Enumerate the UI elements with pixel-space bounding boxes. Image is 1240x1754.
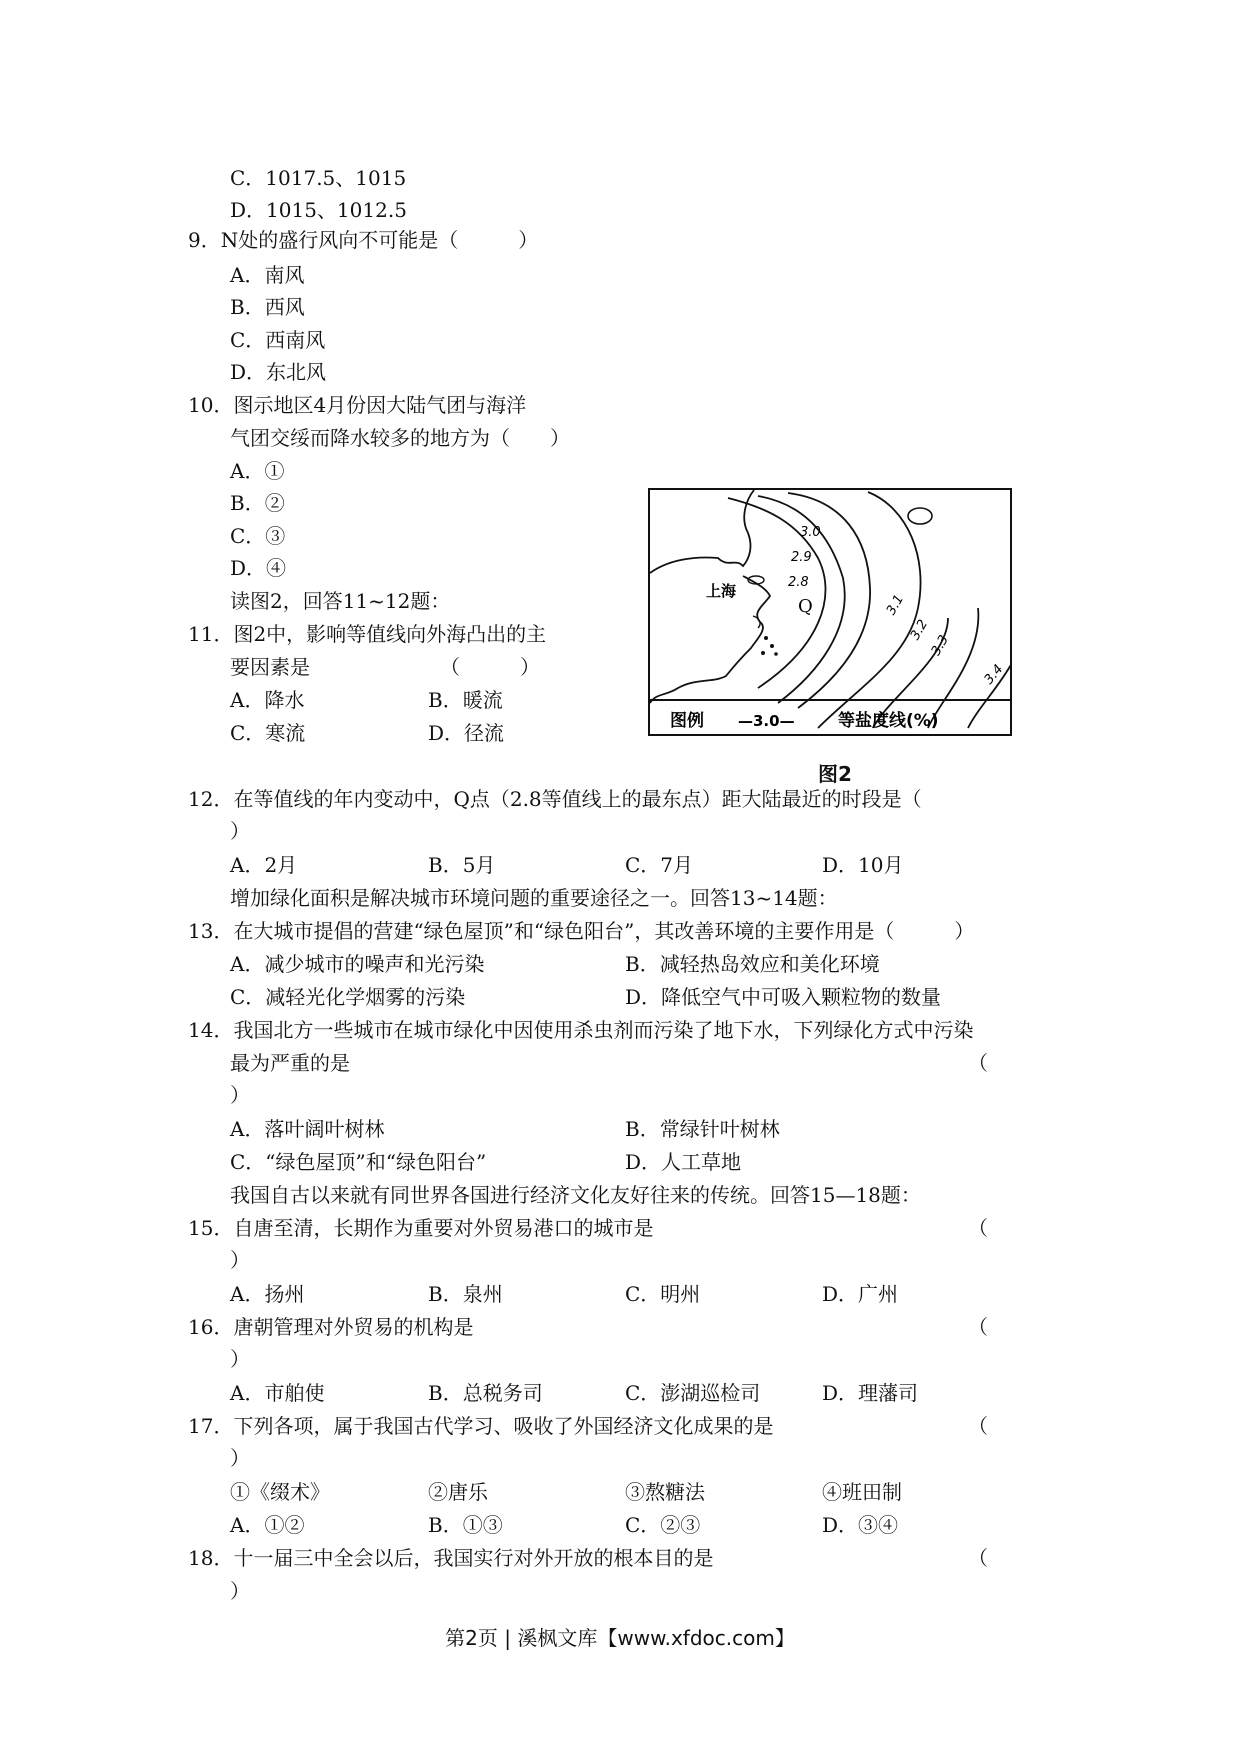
- question-17-paren: （: [968, 1414, 988, 1438]
- item-17-1: ①《缀术》: [230, 1480, 330, 1504]
- question-15-line2: ）: [230, 1248, 250, 1272]
- question-10-line2: 气团交绥而降水较多的地方为（ ）: [230, 426, 570, 450]
- option-12b: B．5月: [428, 853, 496, 877]
- question-15-line1: 15．自唐至清，长期作为重要对外贸易港口的城市是: [188, 1216, 654, 1240]
- option-15d: D．广州: [822, 1282, 899, 1306]
- item-17-2: ②唐乐: [428, 1480, 488, 1504]
- option-8c: C．1017.5、1015: [230, 166, 407, 190]
- island-dot: [764, 636, 768, 640]
- question-11-line1: 11．图2中，影响等值线向外海凸出的主: [188, 622, 547, 646]
- option-9c: C．西南风: [230, 328, 326, 352]
- option-11d: D．径流: [428, 721, 505, 745]
- point-q-label: Q: [798, 596, 813, 617]
- option-17d: D．③④: [822, 1513, 899, 1537]
- option-14c: C．“绿色屋顶”和“绿色阳台”: [230, 1150, 487, 1174]
- question-17-line1: 17．下列各项，属于我国古代学习、吸收了外国经济文化成果的是: [188, 1414, 774, 1438]
- legend-desc: 等盐度线(%): [838, 711, 939, 731]
- option-12d: D．10月: [822, 853, 904, 877]
- isoline-label: 3.2: [907, 617, 932, 643]
- question-11-line2: 要因素是 （ ）: [230, 655, 540, 679]
- question-12-line2: ）: [230, 819, 250, 843]
- question-12-line1: 12．在等值线的年内变动中，Q点（2.8等值线上的最东点）距大陆最近的时段是（: [188, 787, 922, 811]
- item-17-3: ③熬糖法: [625, 1480, 705, 1504]
- question-15-paren: （: [968, 1216, 988, 1240]
- option-15c: C．明州: [625, 1282, 701, 1306]
- isoline-label: 3.0: [800, 525, 821, 540]
- option-13a: A．减少城市的噪声和光污染: [230, 952, 485, 976]
- option-17a: A．①②: [230, 1513, 305, 1537]
- island-dot: [770, 644, 774, 648]
- question-14-paren: （: [968, 1051, 988, 1075]
- option-10c: C．③: [230, 524, 286, 548]
- question-17-line2: ）: [230, 1446, 250, 1470]
- option-13b: B．减轻热岛效应和美化环境: [625, 952, 880, 976]
- item-17-4: ④班田制: [822, 1480, 902, 1504]
- question-18-paren: （: [968, 1546, 988, 1570]
- question-14-line2: 最为严重的是: [230, 1051, 350, 1075]
- question-18-line2: ）: [230, 1579, 250, 1603]
- question-16-line1: 16．唐朝管理对外贸易的机构是: [188, 1315, 474, 1339]
- option-8d: D．1015、1012.5: [230, 198, 407, 222]
- figure-caption: 图2: [818, 762, 852, 786]
- island-dot: [774, 652, 778, 656]
- option-12a: A．2月: [230, 853, 298, 877]
- isoline-label: 3.1: [883, 592, 908, 618]
- map-frame: [649, 489, 1011, 735]
- option-12c: C．7月: [625, 853, 694, 877]
- isoline-label: 2.8: [788, 575, 809, 590]
- option-16c: C．澎湖巡检司: [625, 1381, 761, 1405]
- question-16-line2: ）: [230, 1347, 250, 1371]
- option-9a: A．南风: [230, 263, 305, 287]
- question-10-line1: 10．图示地区4月份因大陆气团与海洋: [188, 393, 527, 417]
- option-14d: D．人工草地: [625, 1150, 742, 1174]
- city-label: 上海: [706, 582, 737, 600]
- question-16-paren: （: [968, 1315, 988, 1339]
- option-9b: B．西风: [230, 295, 305, 319]
- option-15b: B．泉州: [428, 1282, 503, 1306]
- option-10d: D．④: [230, 556, 287, 580]
- option-11b: B．暖流: [428, 688, 503, 712]
- option-17c: C．②③: [625, 1513, 701, 1537]
- isoline-label: 3.4: [981, 662, 1007, 688]
- option-11c: C．寒流: [230, 721, 306, 745]
- question-14-line3: ）: [230, 1083, 250, 1107]
- intro-15-18: 我国自古以来就有同世界各国进行经济文化友好往来的传统。回答15—18题：: [230, 1183, 921, 1207]
- question-13: 13．在大城市提倡的营建“绿色屋顶”和“绿色阳台”，其改善环境的主要作用是（ ）: [188, 919, 975, 943]
- option-15a: A．扬州: [230, 1282, 305, 1306]
- isoline-label: 3.3: [928, 632, 953, 659]
- legend-sample: —3.0—: [738, 712, 795, 730]
- legend-title: 图例: [670, 711, 704, 731]
- island-dot: [761, 651, 765, 655]
- intro-11-12: 读图2，回答11~12题：: [230, 589, 451, 613]
- option-16a: A．市舶使: [230, 1381, 325, 1405]
- question-14-line1: 14．我国北方一些城市在城市绿化中因使用杀虫剂而污染了地下水，下列绿化方式中污染: [188, 1018, 974, 1042]
- option-13c: C．减轻光化学烟雾的污染: [230, 985, 466, 1009]
- question-18-line1: 18．十一届三中全会以后，我国实行对外开放的根本目的是: [188, 1546, 714, 1570]
- page-footer: 第2页 | 溪枫文库【www.xfdoc.com】: [445, 1626, 795, 1650]
- question-9: 9．N处的盛行风向不可能是（ ）: [188, 228, 539, 252]
- salinity-map-figure: [648, 488, 1012, 736]
- option-10a: A．①: [230, 459, 285, 483]
- option-16d: D．理藩司: [822, 1381, 919, 1405]
- option-17b: B．①③: [428, 1513, 503, 1537]
- option-14a: A．落叶阔叶树林: [230, 1117, 385, 1141]
- option-14b: B．常绿针叶树林: [625, 1117, 780, 1141]
- isoline-label: 2.9: [791, 550, 812, 565]
- option-10b: B．②: [230, 491, 285, 515]
- option-13d: D．降低空气中可吸入颗粒物的数量: [625, 985, 942, 1009]
- option-11a: A．降水: [230, 688, 305, 712]
- option-9d: D．东北风: [230, 360, 327, 384]
- option-16b: B．总税务司: [428, 1381, 543, 1405]
- intro-13-14: 增加绿化面积是解决城市环境问题的重要途径之一。回答13~14题：: [230, 886, 838, 910]
